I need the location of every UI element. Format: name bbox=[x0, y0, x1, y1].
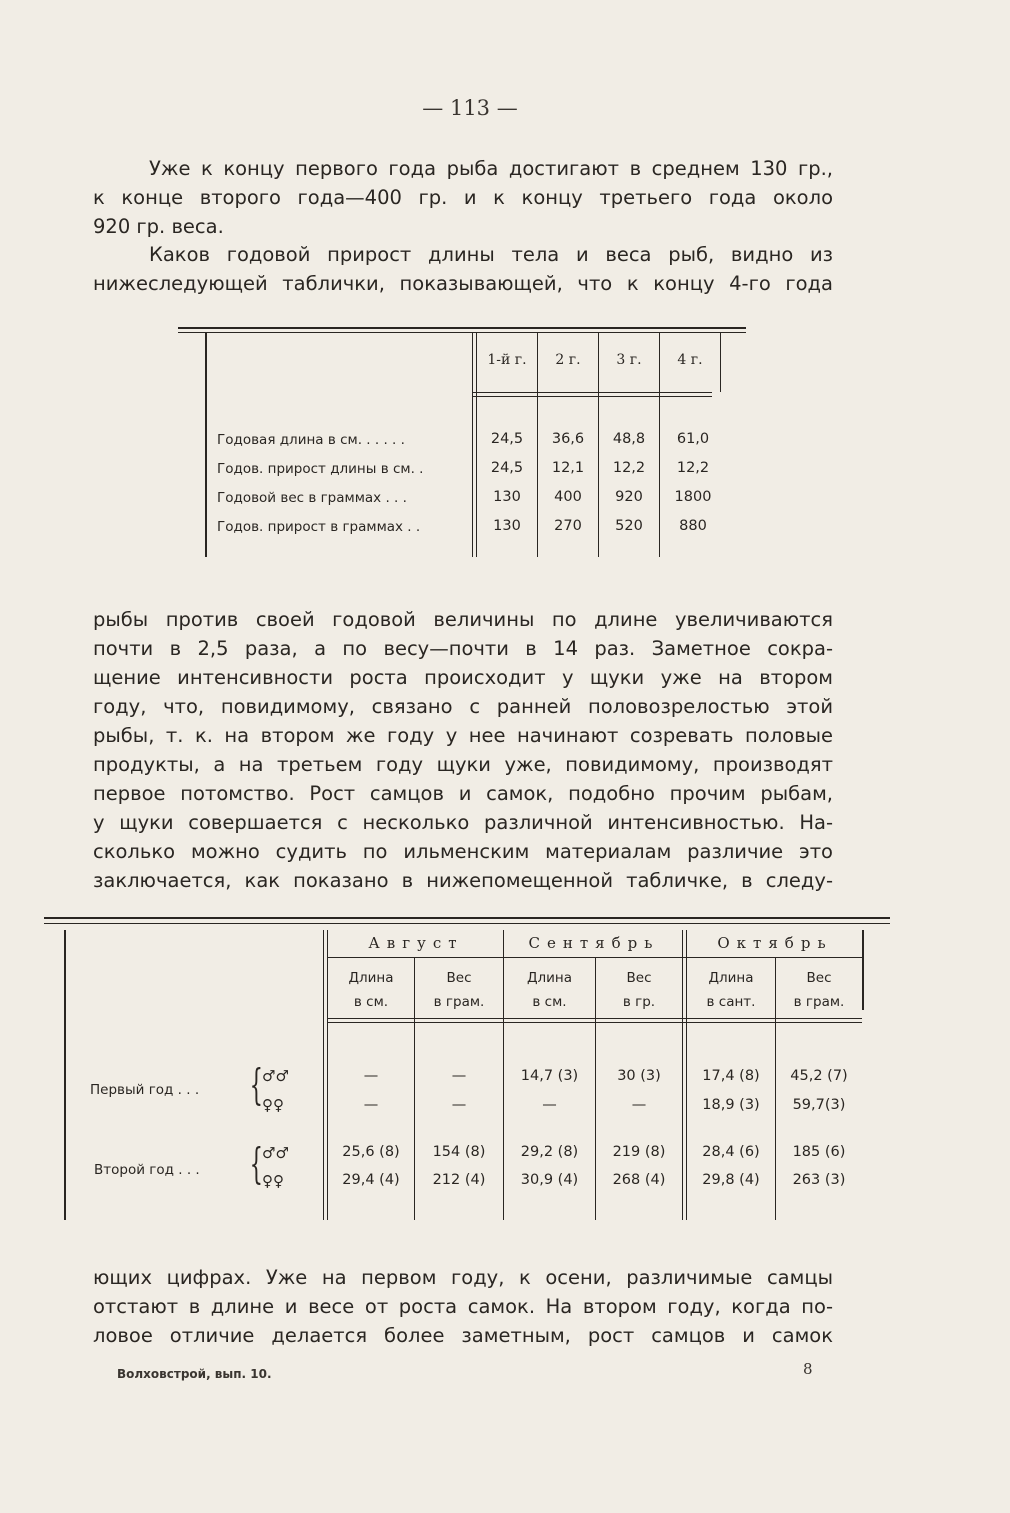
subheader-line: в см. bbox=[532, 994, 567, 1010]
table-rule bbox=[472, 392, 712, 393]
column-subheader bbox=[776, 966, 862, 1014]
text-line: ющих цифрах. Уже на первом году, к осени, различимые самцы bbox=[93, 1266, 833, 1289]
text-line: нижеследующей таблички, показывающей, что к концу 4-го года bbox=[93, 272, 833, 295]
table-cell: 920 bbox=[615, 489, 643, 505]
subheader-line: Вес bbox=[626, 970, 652, 986]
text-line: Каков годовой прирост длины тела и веса рыб, видно из bbox=[149, 243, 833, 266]
month-header: Сентябрь bbox=[528, 934, 660, 952]
table-cell: 263 (3) bbox=[792, 1172, 846, 1188]
group-label: Первый год . . . bbox=[90, 1082, 200, 1098]
column-header: 4 г. bbox=[677, 352, 703, 368]
text-line: первое потомство. Рост самцов и самок, подобно прочим рыбам, bbox=[93, 782, 833, 805]
brace-icon: { bbox=[249, 1139, 264, 1188]
subheader-line: Длина bbox=[348, 970, 394, 986]
table-cell: 12,2 bbox=[676, 460, 710, 476]
footer-signature: 8 bbox=[803, 1360, 813, 1378]
table-border bbox=[64, 930, 66, 1220]
subheader-line: Вес bbox=[446, 970, 472, 986]
table-rule bbox=[472, 396, 712, 397]
month-header: Октябрь bbox=[717, 934, 833, 952]
paragraph-2 bbox=[93, 240, 833, 298]
text-line: Уже к концу первого года рыба достигают в среднем 130 гр., bbox=[149, 157, 833, 180]
text-line: сколько можно судить по ильменским материалам различие это bbox=[93, 840, 833, 863]
subheader-line: в гр. bbox=[622, 994, 656, 1010]
footer-publication: Волховстрой, вып. 10. bbox=[117, 1367, 272, 1381]
text-line: году, что, повидимому, связано с ранней половозрелостью этой bbox=[93, 695, 833, 718]
table-cell: 270 bbox=[554, 518, 582, 534]
group-label: Второй год . . . bbox=[94, 1162, 200, 1178]
month-header: Август bbox=[368, 934, 464, 952]
text-line: ловое отличие делается более заметным, рост самцов и самок bbox=[93, 1324, 833, 1347]
table-cell: 29,8 (4) bbox=[702, 1172, 760, 1188]
column-header: 2 г. bbox=[555, 352, 581, 368]
table-cell: 12,1 bbox=[551, 460, 585, 476]
subheader-line: Длина bbox=[708, 970, 754, 986]
subheader-line: в см. bbox=[353, 994, 389, 1010]
table-cell: 520 bbox=[615, 518, 643, 534]
row-label: Годовой вес в граммах . . . bbox=[217, 490, 407, 506]
table-cell: — bbox=[363, 1097, 379, 1113]
column-subheader bbox=[596, 966, 682, 1014]
table-cell: 12,2 bbox=[612, 460, 646, 476]
table-rule bbox=[327, 1022, 862, 1023]
female-symbol: ♀♀ bbox=[262, 1096, 284, 1114]
table-cell: 45,2 (7) bbox=[790, 1068, 848, 1084]
table-rule bbox=[44, 917, 890, 919]
table-cell: — bbox=[451, 1097, 467, 1113]
table-cell: 25,6 (8) bbox=[342, 1144, 400, 1160]
table-rule bbox=[327, 957, 862, 958]
row-label: Годовая длина в см. . . . . . bbox=[217, 432, 405, 448]
table-divider bbox=[472, 332, 473, 557]
table-cell: — bbox=[631, 1097, 647, 1113]
table-divider bbox=[323, 930, 324, 1220]
table-divider bbox=[682, 930, 683, 1220]
table-cell: 14,7 (3) bbox=[520, 1068, 579, 1084]
subheader-line: Вес bbox=[806, 970, 832, 986]
table-cell: 48,8 bbox=[612, 431, 646, 447]
column-subheader bbox=[415, 966, 503, 1014]
subheader-line: Длина bbox=[526, 970, 573, 986]
table-cell: 24,5 bbox=[490, 431, 524, 447]
table-cell: 59,7(3) bbox=[792, 1097, 846, 1113]
brace-icon: { bbox=[249, 1060, 264, 1109]
table-cell: 1800 bbox=[674, 489, 712, 505]
subheader-line: в грам. bbox=[433, 994, 485, 1010]
table-rule bbox=[178, 327, 746, 329]
row-label: Годов. прирост в граммах . . bbox=[217, 519, 421, 535]
male-symbol: ♂♂ bbox=[262, 1144, 289, 1162]
column-header: 3 г. bbox=[616, 352, 642, 368]
table-cell: 24,5 bbox=[490, 460, 524, 476]
column-subheader bbox=[504, 966, 595, 1014]
page-number: — 113 — bbox=[422, 96, 518, 120]
table-cell: 880 bbox=[679, 518, 707, 534]
paragraph-1 bbox=[93, 154, 833, 241]
table-cell: 28,4 (6) bbox=[702, 1144, 760, 1160]
text-line: отстают в длине и весе от роста самок. На втором году, когда по- bbox=[93, 1295, 833, 1318]
table-border bbox=[205, 332, 207, 557]
paragraph-4 bbox=[93, 1263, 833, 1350]
table-rule bbox=[178, 332, 746, 333]
table-rule bbox=[44, 923, 890, 924]
male-symbol: ♂♂ bbox=[262, 1067, 289, 1085]
table-cell: 130 bbox=[493, 489, 521, 505]
text-line: заключается, как показано в нижепомещенной табличке, в следу- bbox=[93, 869, 833, 892]
text-line: рыбы, т. к. на втором же году у нее начинают созревать половые bbox=[93, 724, 833, 747]
text-line: 920 гр. веса. bbox=[93, 215, 224, 238]
text-line: почти в 2,5 раза, а по весу—почти в 14 раз. Заметное сокра- bbox=[93, 637, 833, 660]
subheader-line: в сант. bbox=[706, 994, 756, 1010]
subheader-line: в грам. bbox=[793, 994, 845, 1010]
table-cell: 36,6 bbox=[551, 431, 585, 447]
table-cell: 29,2 (8) bbox=[520, 1144, 579, 1160]
column-subheader bbox=[328, 966, 414, 1014]
table-cell: 29,4 (4) bbox=[342, 1172, 400, 1188]
text-line: у щуки совершается с несколько различной интенсивностью. На- bbox=[93, 811, 833, 834]
table-border bbox=[862, 930, 864, 1010]
table-cell: — bbox=[363, 1068, 379, 1084]
table-cell: 30 (3) bbox=[617, 1068, 661, 1084]
table-cell: 154 (8) bbox=[432, 1144, 486, 1160]
text-line: щение интенсивности роста происходит у щуки уже на втором bbox=[93, 666, 833, 689]
female-symbol: ♀♀ bbox=[262, 1172, 284, 1190]
table-cell: — bbox=[451, 1068, 467, 1084]
paragraph-3 bbox=[93, 605, 833, 895]
table-cell: 185 (6) bbox=[792, 1144, 846, 1160]
table-cell: 30,9 (4) bbox=[520, 1172, 579, 1188]
table-cell: — bbox=[542, 1097, 557, 1113]
column-header: 1-й г. bbox=[487, 352, 527, 368]
table-cell: 130 bbox=[493, 518, 521, 534]
text-line: продукты, а на третьем году щуки уже, повидимому, производят bbox=[93, 753, 833, 776]
text-line: к конце второго года—400 гр. и к концу третьего года около bbox=[93, 186, 833, 209]
table-cell: 219 (8) bbox=[612, 1144, 666, 1160]
text-line: рыбы против своей годовой величины по длине увеличиваются bbox=[93, 608, 833, 631]
table-cell: 61,0 bbox=[676, 431, 710, 447]
table-divider bbox=[720, 332, 721, 392]
table-cell: 268 (4) bbox=[612, 1172, 666, 1188]
table-cell: 17,4 (8) bbox=[702, 1068, 760, 1084]
table-cell: 212 (4) bbox=[432, 1172, 486, 1188]
table-rule bbox=[327, 1018, 862, 1019]
table-cell: 18,9 (3) bbox=[702, 1097, 760, 1113]
row-label: Годов. прирост длины в см. . bbox=[217, 461, 424, 477]
table-cell: 400 bbox=[554, 489, 582, 505]
column-subheader bbox=[687, 966, 775, 1014]
